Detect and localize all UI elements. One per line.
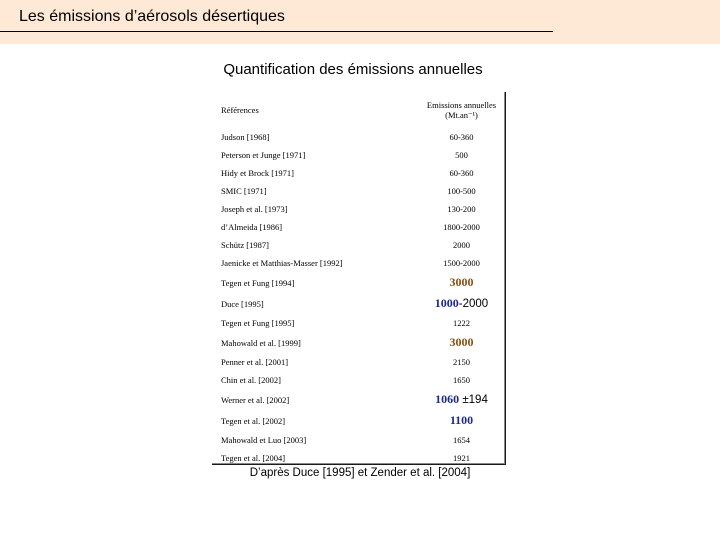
row-ref: Joseph et al. [1973] bbox=[221, 204, 288, 214]
header-emissions bbox=[391, 92, 504, 128]
row-ref: SMIC [1971] bbox=[221, 186, 267, 196]
row-val-cell bbox=[391, 293, 504, 314]
header-emissions-line1: Emissions annuelles bbox=[426, 100, 497, 110]
row-val-cell bbox=[391, 332, 504, 353]
row-val-suffix: ±194 bbox=[459, 394, 488, 406]
table-row bbox=[212, 218, 504, 236]
table-header-row bbox=[212, 92, 504, 128]
row-val: 1650 bbox=[453, 375, 470, 385]
row-val: 1921 bbox=[453, 453, 470, 463]
row-ref: Mahowald et al. [1999] bbox=[221, 337, 301, 348]
row-val-highlight: 1000 bbox=[434, 296, 459, 310]
row-val: 2000 bbox=[453, 240, 470, 250]
row-ref: Schütz [1987] bbox=[221, 240, 269, 250]
emissions-table bbox=[212, 92, 504, 467]
row-val-highlight: 1100 bbox=[449, 413, 474, 427]
row-ref: Werner et al. [2002] bbox=[221, 394, 290, 405]
row-val: 500 bbox=[455, 150, 468, 160]
row-ref: Hidy et Brock [1971] bbox=[221, 168, 294, 178]
title-underline bbox=[0, 31, 553, 32]
header-references: Références bbox=[221, 105, 259, 115]
row-val: 1222 bbox=[453, 318, 470, 328]
row-val: 60-360 bbox=[449, 132, 474, 142]
row-val-highlight: 3000 bbox=[449, 275, 474, 289]
table-row bbox=[212, 146, 504, 164]
row-ref: Chin et al. [2002] bbox=[221, 375, 281, 385]
table-row bbox=[212, 200, 504, 218]
row-val-highlight: 1060 bbox=[435, 392, 460, 406]
row-val: 130-200 bbox=[447, 204, 476, 214]
row-ref: Mahowald et Luo [2003] bbox=[221, 435, 307, 445]
row-ref: Duce [1995] bbox=[221, 298, 264, 309]
row-val-suffix: -2000 bbox=[458, 298, 489, 310]
table-row bbox=[212, 332, 504, 353]
row-ref: Tegen et al. [2004] bbox=[221, 453, 286, 463]
table-row bbox=[212, 371, 504, 389]
emissions-table-frame bbox=[212, 92, 506, 465]
table-row bbox=[212, 449, 504, 467]
header-emissions-line2: (Mt.an⁻¹) bbox=[445, 110, 478, 120]
row-ref: Peterson et Junge [1971] bbox=[221, 150, 306, 160]
table-row bbox=[212, 254, 504, 272]
row-val-cell bbox=[391, 272, 504, 293]
row-ref: d’Almeida [1986] bbox=[221, 222, 283, 232]
row-val: 60-360 bbox=[449, 168, 474, 178]
table-row bbox=[212, 272, 504, 293]
row-val: 1800-2000 bbox=[443, 222, 480, 232]
row-val-cell bbox=[391, 410, 504, 431]
row-ref: Judson [1968] bbox=[221, 132, 270, 142]
table-subtitle: Quantification des émissions annuelles bbox=[223, 61, 483, 78]
table-row bbox=[212, 164, 504, 182]
emissions-table-panel bbox=[212, 92, 505, 464]
table-row bbox=[212, 431, 504, 449]
table-row bbox=[212, 293, 504, 314]
table-row bbox=[212, 182, 504, 200]
table-row bbox=[212, 353, 504, 371]
row-val: 2150 bbox=[453, 357, 470, 367]
row-ref: Tegen et al. [2002] bbox=[221, 415, 286, 426]
row-ref: Penner et al. [2001] bbox=[221, 357, 289, 367]
row-ref: Tegen et Fung [1994] bbox=[221, 277, 295, 288]
table-row bbox=[212, 236, 504, 254]
row-ref: Jaenicke et Matthias-Masser [1992] bbox=[221, 258, 343, 268]
slide-title: Les émissions d’aérosols désertiques bbox=[19, 8, 285, 25]
table-row bbox=[212, 389, 504, 410]
table-row bbox=[212, 314, 504, 332]
table-row bbox=[212, 410, 504, 431]
row-val-cell bbox=[391, 389, 504, 410]
row-val-highlight: 3000 bbox=[449, 335, 474, 349]
row-val: 1500-2000 bbox=[443, 258, 480, 268]
row-ref: Tegen et Fung [1995] bbox=[221, 318, 295, 328]
row-val: 100-500 bbox=[447, 186, 476, 196]
row-val: 1654 bbox=[453, 435, 470, 445]
source-citation: D’après Duce [1995] et Zender et al. [2004] bbox=[249, 467, 471, 479]
table-row bbox=[212, 128, 504, 146]
